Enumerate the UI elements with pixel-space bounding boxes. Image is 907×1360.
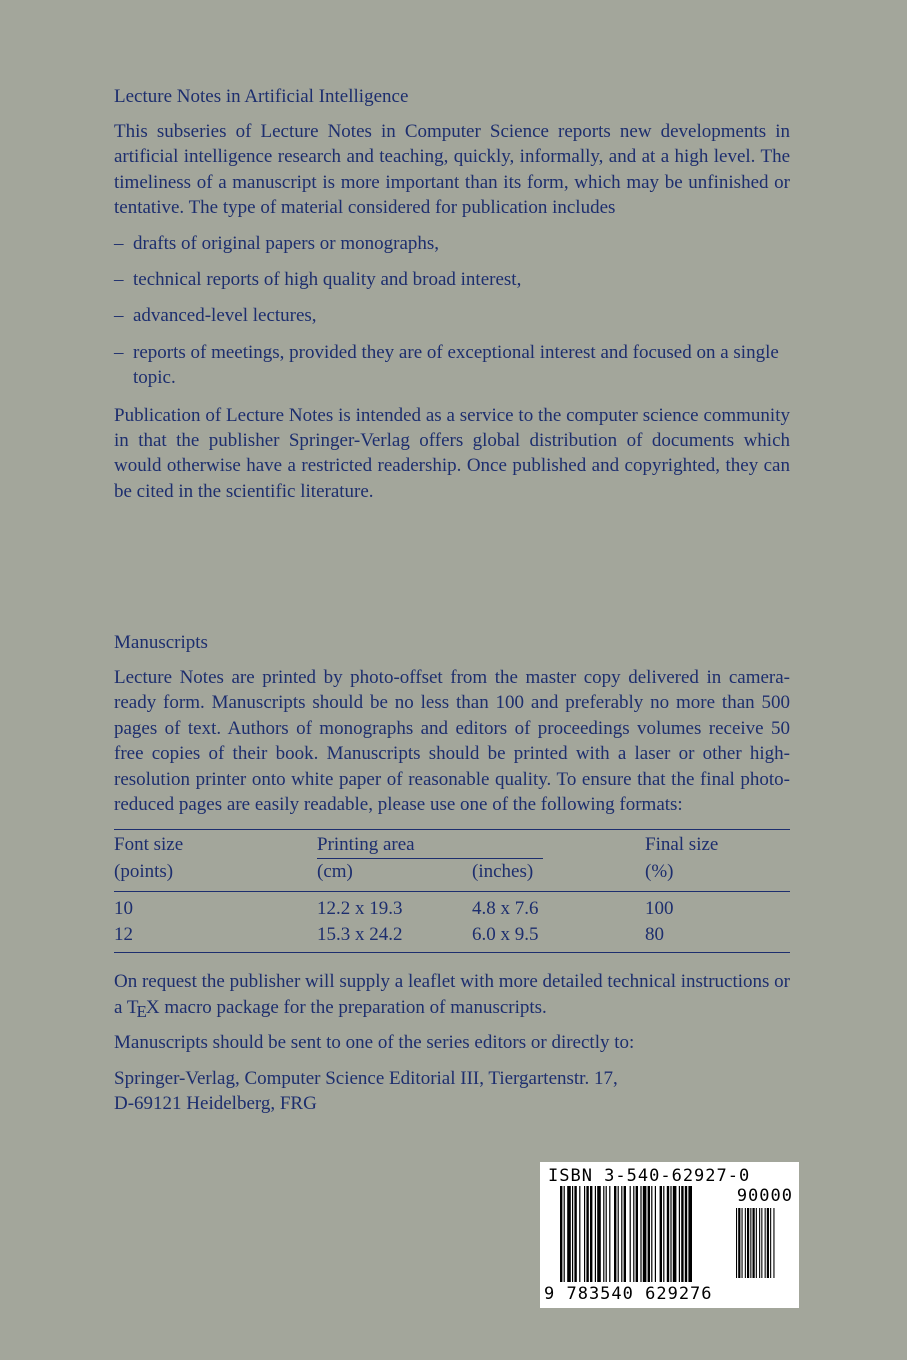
series-intro: This subseries of Lecture Notes in Computer Science reports new developments in artificial intelligence research and teaching, quickly, informally, and at a high level. The timeliness of a manuscript is more important than its form, which may be unfinished or tentative. The type of material considered for publication includes xyxy=(114,121,790,219)
table-row xyxy=(114,892,790,923)
manuscripts-body: Lecture Notes are printed by photo-offset from the master copy delivered in camera-ready form. Manuscripts should be no less than 100 and preferably no more than 500 pages of text. Authors of monographs and editors of proceedings volumes receive 50 free copies of their book. Manuscripts should be printed with a laser or other high-resolution printer onto white paper of reasonable quality. To ensure that the final photo-reduced pages are easily readable, please use one of the following formats: xyxy=(114,667,790,816)
barcode-bar xyxy=(663,1186,664,1282)
addon-bar xyxy=(773,1208,774,1278)
addon-bars xyxy=(736,1208,794,1278)
addon-bar xyxy=(742,1208,743,1278)
addon-bar xyxy=(745,1208,746,1278)
printing-area-label: Printing area xyxy=(317,832,543,859)
barcode-bar xyxy=(621,1186,622,1282)
barcode-bar xyxy=(630,1186,631,1282)
barcode-bars xyxy=(560,1186,730,1286)
barcode-bar xyxy=(586,1186,588,1282)
format-table xyxy=(114,829,790,953)
list-item: – drafts of original papers or monographs, xyxy=(114,231,790,256)
table-cell: 4.8 x 7.6 xyxy=(472,898,539,920)
manuscripts-heading: Manuscripts xyxy=(114,632,208,653)
manuscripts-section xyxy=(114,630,790,1116)
barcode-bar xyxy=(667,1186,669,1282)
barcode-bar xyxy=(597,1186,601,1282)
publisher-address xyxy=(114,1066,790,1117)
address-line: Springer-Verlag, Computer Science Editorial III, Tiergartenstr. 17, xyxy=(114,1067,618,1089)
barcode-bar xyxy=(673,1186,677,1282)
table-subheader: (inches) xyxy=(472,861,534,883)
tex-t: T xyxy=(126,996,139,1018)
table-cell: 15.3 x 24.2 xyxy=(317,924,403,946)
format-table-wrap xyxy=(114,829,790,953)
barcode-bar xyxy=(655,1186,656,1282)
table-cell: 100 xyxy=(645,898,674,920)
table-row xyxy=(114,922,790,953)
barcode-bar xyxy=(584,1186,585,1282)
ean-number: 9 783540 629276 xyxy=(544,1284,713,1304)
addon-bar xyxy=(756,1208,757,1278)
table-subheader: (%) xyxy=(645,861,674,883)
request-paragraph xyxy=(114,969,790,1020)
barcode-bar xyxy=(670,1186,671,1282)
isbn-barcode xyxy=(540,1162,799,1308)
table-subheader: (points) xyxy=(114,861,174,883)
series-heading: Lecture Notes in Artificial Intelligence xyxy=(114,86,409,107)
table-header xyxy=(317,830,645,860)
send-instructions: Manuscripts should be sent to one of the series editors or directly to: xyxy=(114,1032,635,1054)
barcode-bar xyxy=(643,1186,647,1282)
barcode-bar xyxy=(609,1186,610,1282)
addon-bar xyxy=(761,1208,762,1278)
table-cell: 12.2 x 19.3 xyxy=(317,898,403,920)
addon-bar xyxy=(759,1208,760,1278)
barcode-bar xyxy=(606,1186,607,1282)
addon-bar xyxy=(747,1208,749,1278)
list-item: – technical reports of high quality and broad interest, xyxy=(114,267,790,292)
series-description xyxy=(114,84,790,504)
addon-bar xyxy=(736,1208,737,1278)
tex-x: X xyxy=(145,996,160,1018)
barcode-bar xyxy=(640,1186,641,1282)
barcode-bar xyxy=(660,1186,662,1282)
barcode-bar xyxy=(572,1186,573,1282)
address-line: D-69121 Heidelberg, FRG xyxy=(114,1093,317,1115)
table-cell: 12 xyxy=(114,924,133,946)
barcode-bar xyxy=(681,1186,683,1282)
list-item: – reports of meetings, provided they are of exceptional interest and focused on a single topic. xyxy=(114,340,790,391)
barcode-bar xyxy=(579,1186,580,1282)
table-cell: 10 xyxy=(114,898,133,920)
barcode-bar xyxy=(564,1186,565,1282)
tex-e: E xyxy=(136,1001,147,1021)
barcode-bar xyxy=(574,1186,576,1282)
addon-bar xyxy=(765,1208,766,1278)
barcode-bar xyxy=(679,1186,680,1282)
barcode-bar xyxy=(603,1186,604,1282)
barcode-bar xyxy=(648,1186,650,1282)
barcode-bar xyxy=(688,1186,692,1282)
addon-bar xyxy=(750,1208,751,1278)
barcode-bar xyxy=(624,1186,626,1282)
tex-logo xyxy=(126,996,160,1021)
barcode-bar xyxy=(633,1186,634,1282)
isbn-label: ISBN 3-540-62927-0 xyxy=(548,1166,751,1186)
list-item: – advanced-level lectures, xyxy=(114,303,790,328)
barcode-bar xyxy=(567,1186,571,1282)
material-list xyxy=(114,231,790,391)
price-addon: 90000 xyxy=(736,1186,793,1206)
series-closing: Publication of Lecture Notes is intended as a service to the computer science community in that the publisher Springer-Verlag offers global distribution of documents which would otherwise have a restricted readership. Once published and copyrighted, they can be cited in the scientific literature. xyxy=(114,404,790,502)
barcode-bar xyxy=(560,1186,562,1282)
barcode-bar xyxy=(651,1186,652,1282)
barcode-bar xyxy=(595,1186,596,1282)
addon-bar xyxy=(770,1208,771,1278)
barcode-bar xyxy=(636,1186,638,1282)
table-subheader: (cm) xyxy=(317,861,353,883)
barcode-bar xyxy=(618,1186,619,1282)
table-header: Font size xyxy=(114,834,184,856)
request-text-end: macro package for the preparation of manuscripts. xyxy=(159,996,547,1018)
table-header: Final size xyxy=(645,834,719,856)
addon-bar xyxy=(738,1208,740,1278)
table-cell: 80 xyxy=(645,924,664,946)
barcode-bar xyxy=(590,1186,592,1282)
request-text: On request the publisher will supply a leaflet with more detailed technical instructions or a xyxy=(114,971,790,1018)
addon-bar xyxy=(753,1208,755,1278)
barcode-bar xyxy=(614,1186,616,1282)
addon-bar xyxy=(767,1208,769,1278)
table-cell: 6.0 x 9.5 xyxy=(472,924,539,946)
barcode-bar xyxy=(685,1186,687,1282)
